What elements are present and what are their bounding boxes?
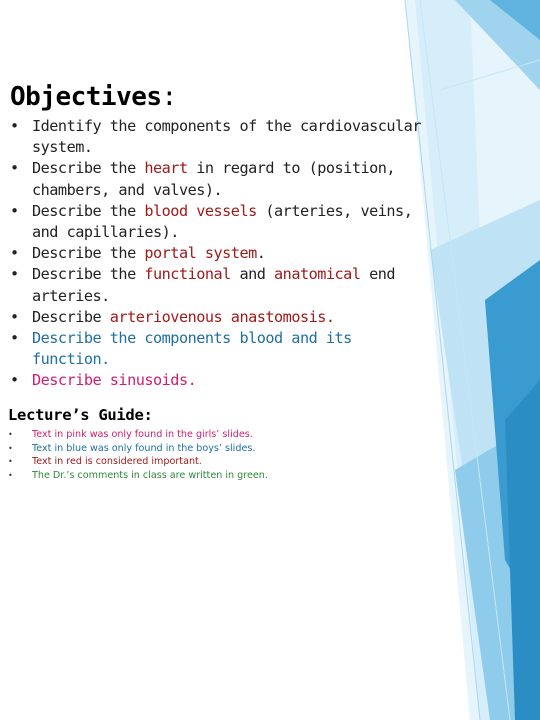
- slide-title-text: Objectives: [10, 82, 162, 112]
- objective-item: [10, 116, 430, 158]
- bullet-icon: •: [10, 244, 19, 263]
- objective-text: Identify the components of the cardiovascular system.: [32, 117, 421, 157]
- objective-text: Describe: [32, 307, 110, 326]
- objective-text: blood vessels: [144, 201, 257, 220]
- objective-text: Describe sinusoids.: [32, 371, 197, 390]
- bullet-icon: •: [10, 201, 19, 220]
- lecture-guide-title: Lecture’s Guide:: [8, 406, 153, 424]
- objective-item: [10, 201, 430, 243]
- bullet-icon: •: [10, 159, 19, 178]
- objective-item: [10, 328, 430, 370]
- bullet-icon: •: [10, 371, 19, 390]
- objective-text: in regard to (position, chambers, and valves).: [32, 159, 396, 199]
- objectives-list: [10, 116, 430, 392]
- objective-item: [10, 370, 430, 391]
- bullet-icon: •: [8, 457, 13, 467]
- guide-text: Text in blue was only found in the boys’ slides.: [32, 442, 256, 454]
- objective-text: Describe the: [32, 159, 145, 178]
- objective-text: Describe the: [32, 201, 145, 220]
- guide-text: Text in pink was only found in the girls’ slides.: [32, 429, 253, 440]
- guide-item: [8, 469, 408, 483]
- objective-item: [10, 307, 430, 328]
- objective-text: heart: [144, 159, 188, 178]
- bullet-icon: •: [10, 307, 19, 326]
- objective-text: end arteries.: [32, 265, 396, 305]
- guide-item: [8, 455, 408, 469]
- slide-title: [10, 82, 177, 112]
- guide-item: [8, 442, 408, 456]
- lecture-guide-list: [8, 428, 408, 482]
- bullet-icon: •: [10, 329, 19, 348]
- guide-item: [8, 428, 408, 442]
- objective-text: portal system: [144, 244, 257, 263]
- bullet-icon: •: [8, 470, 13, 480]
- slide-title-colon: :: [161, 82, 177, 112]
- objective-text: (arteries, veins, and capillaries).: [32, 201, 413, 242]
- guide-text: The Dr.’s comments in class are written in green.: [32, 469, 268, 481]
- objective-text: anatomical: [274, 265, 361, 284]
- bullet-icon: •: [10, 265, 19, 284]
- guide-text: Text in red is considered important.: [32, 456, 202, 468]
- objective-text: Describe the: [32, 265, 145, 284]
- objective-item: [10, 264, 430, 306]
- objective-text: arteriovenous anastomosis.: [109, 307, 335, 326]
- objective-text: functional: [144, 265, 231, 284]
- objective-item: [10, 243, 430, 264]
- bullet-icon: •: [8, 443, 13, 453]
- objective-text: and: [230, 265, 275, 284]
- bullet-icon: •: [8, 430, 13, 439]
- bullet-icon: •: [10, 117, 19, 135]
- objective-text: .: [256, 244, 266, 263]
- objective-text: Describe the components blood and its function.: [32, 329, 352, 369]
- objective-text: Describe the: [32, 244, 145, 263]
- objective-item: [10, 158, 430, 200]
